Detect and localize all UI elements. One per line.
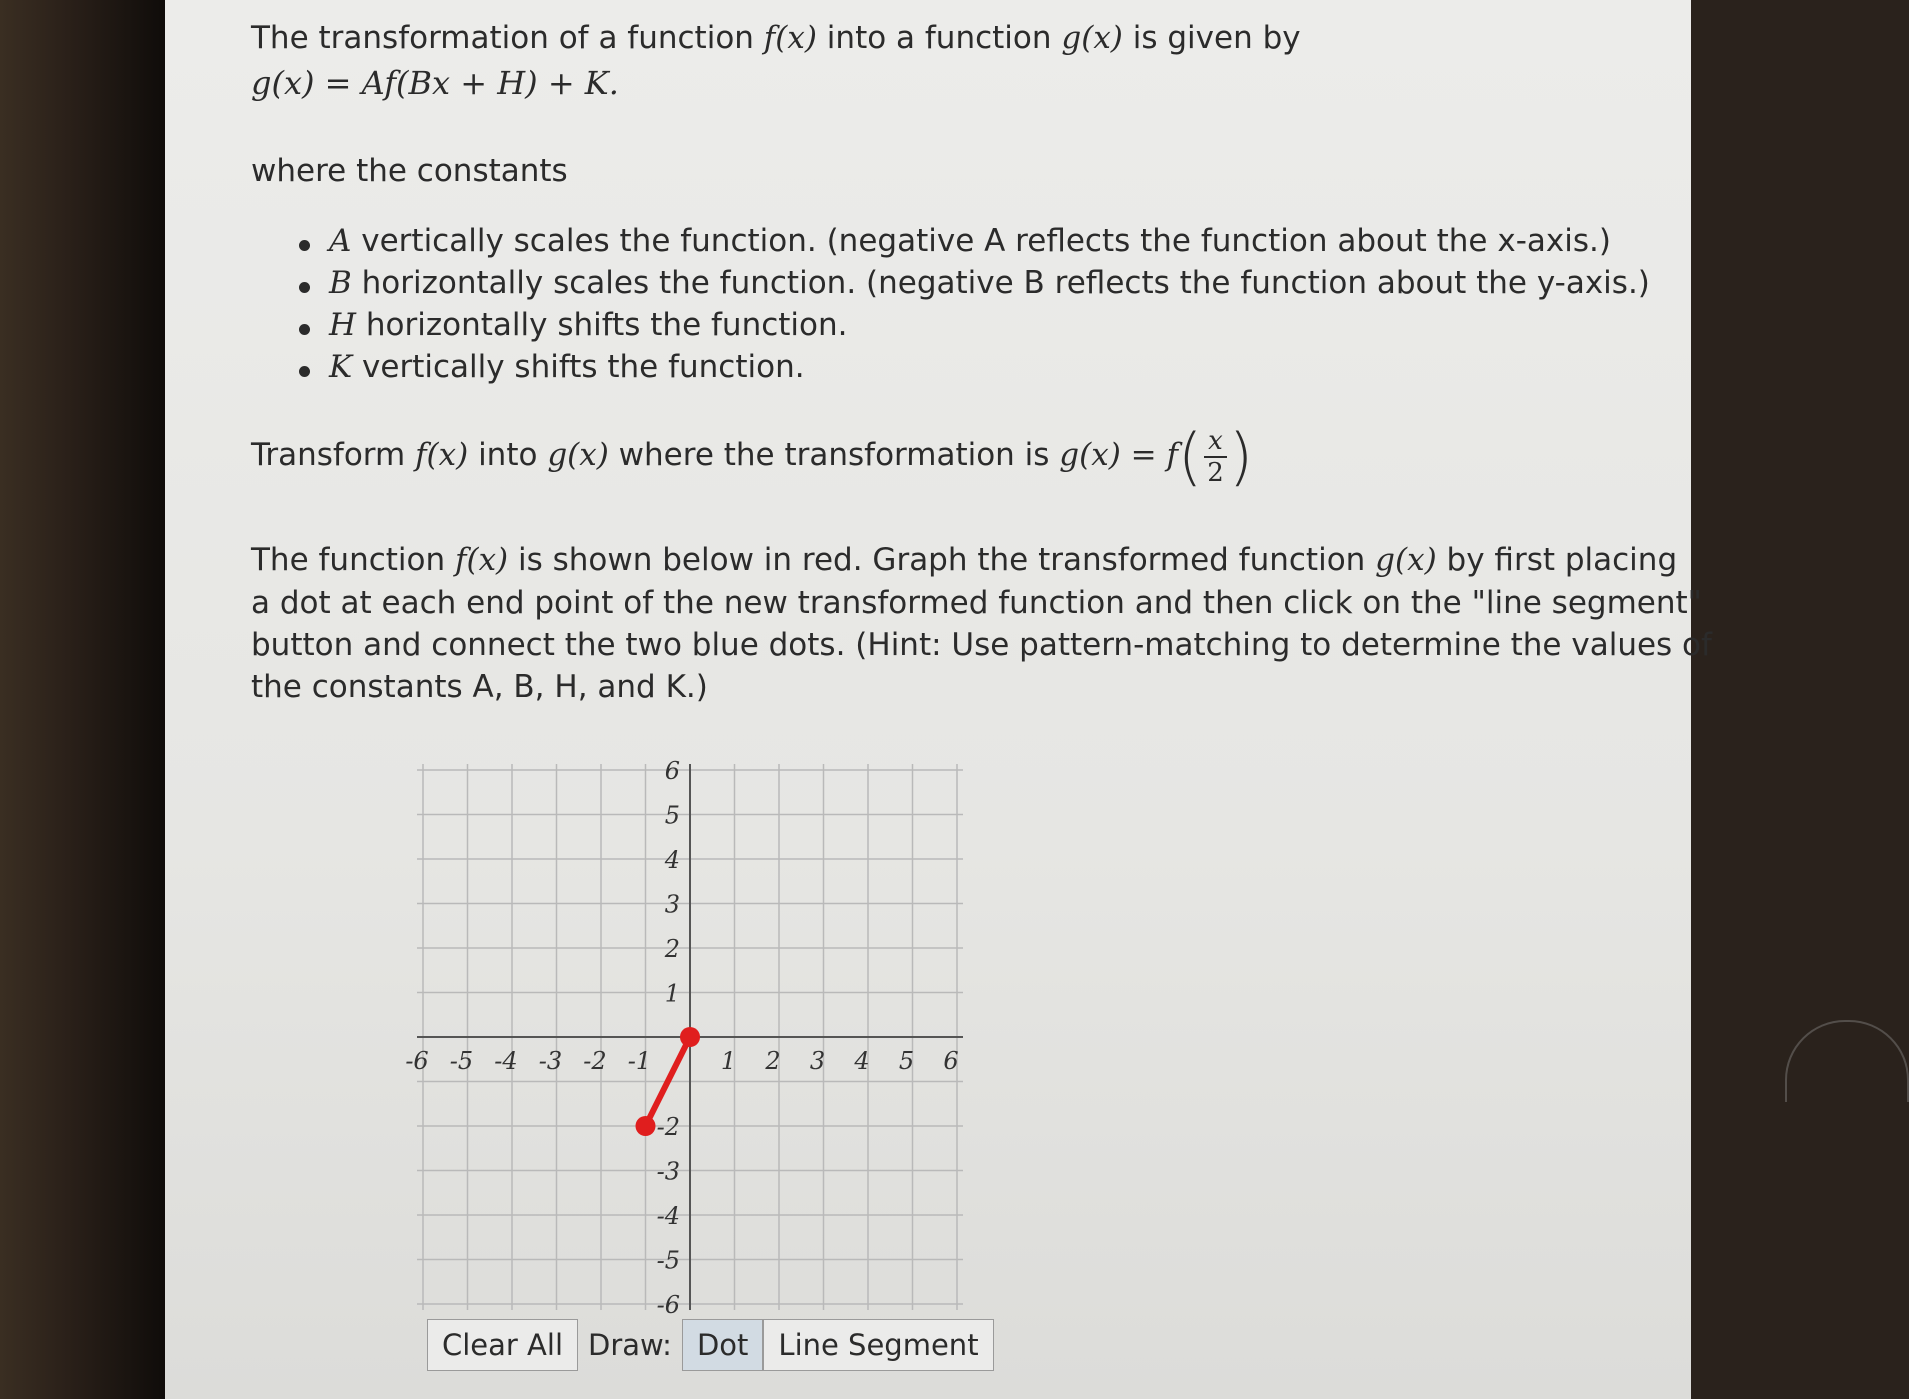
bullet-item-k: K vertically shifts the function.: [329, 349, 805, 385]
bullet-dot: [299, 282, 310, 293]
screen: [165, 0, 1712, 1399]
y-tick-label: 5: [664, 801, 680, 830]
task-line: Transform f(x) into g(x) where the transformation is g(x) = f( $\frac{x}{2}$ ): [251, 420, 1254, 493]
coordinate-graph[interactable]: [405, 752, 970, 1322]
bullet-item-h: H horizontally shifts the function.: [329, 307, 848, 343]
y-tick-label: -3: [656, 1157, 680, 1186]
y-tick-label: -2: [656, 1113, 680, 1141]
y-tick-label: 1: [664, 979, 680, 1008]
instructions-line-1: The function f(x) is shown below in red. Graph the transformed function g(x) by first placing: [251, 542, 1678, 578]
bullet-dot: [299, 366, 310, 377]
x-tick-label: 4: [854, 1047, 870, 1075]
y-tick-label: 6: [664, 757, 680, 785]
y-tick-label: 3: [664, 890, 680, 919]
intro-line: The transformation of a function f(x) into a function g(x) is given by: [251, 20, 1301, 56]
bullet-dot: [299, 324, 310, 335]
graph-toolbar: [427, 1319, 994, 1371]
y-tick-label: -6: [656, 1291, 680, 1319]
x-tick-label: 2: [765, 1047, 781, 1075]
bullet-item-a: A vertically scales the function. (negative A reflects the function about the x-axis.): [329, 223, 1611, 259]
y-tick-label: 2: [664, 935, 680, 963]
draw-label: Draw:: [588, 1328, 672, 1362]
red-endpoint-end: [680, 1027, 700, 1047]
general-equation: g(x) = Af(Bx + H) + K.: [251, 64, 619, 102]
instructions-line-2: a dot at each end point of the new transformed function and then click on the "line segment": [251, 585, 1702, 621]
clear-all-button[interactable]: Clear All: [427, 1319, 578, 1371]
x-tick-label: -5: [449, 1047, 474, 1075]
left-paren: (: [1177, 420, 1203, 493]
dot-button[interactable]: Dot: [682, 1319, 763, 1371]
x-tick-label: -1: [627, 1047, 652, 1075]
y-tick-label: -4: [656, 1202, 680, 1230]
bullet-item-b: B horizontally scales the function. (negative B reflects the function about the y-axis.): [329, 265, 1650, 301]
x-tick-label: 6: [943, 1047, 959, 1075]
right-paren: ): [1228, 420, 1254, 493]
x-tick-label: 3: [809, 1047, 826, 1075]
graph-container: [405, 752, 970, 1326]
fraction: $\frac{x}{2}$: [1204, 426, 1227, 488]
x-tick-label: -2: [583, 1047, 607, 1075]
bullet-dot: [299, 240, 310, 251]
x-tick-label: 5: [898, 1047, 915, 1075]
where-text: where the constants: [251, 153, 568, 189]
y-tick-label: 4: [664, 846, 680, 874]
x-tick-label: 1: [720, 1047, 737, 1075]
instructions-line-4: the constants A, B, H, and K.): [251, 669, 708, 705]
screen-glare: [1785, 1020, 1909, 1102]
x-tick-label: -6: [405, 1047, 429, 1075]
instructions-line-3: button and connect the two blue dots. (Hint: Use pattern-matching to determine the values of: [251, 627, 1712, 663]
y-tick-label: -5: [656, 1246, 680, 1275]
x-tick-label: -3: [538, 1047, 563, 1075]
monitor-bezel: [0, 0, 170, 1399]
line-segment-button[interactable]: Line Segment: [763, 1319, 993, 1371]
red-endpoint-start: [636, 1116, 656, 1136]
x-tick-label: -4: [494, 1047, 518, 1075]
